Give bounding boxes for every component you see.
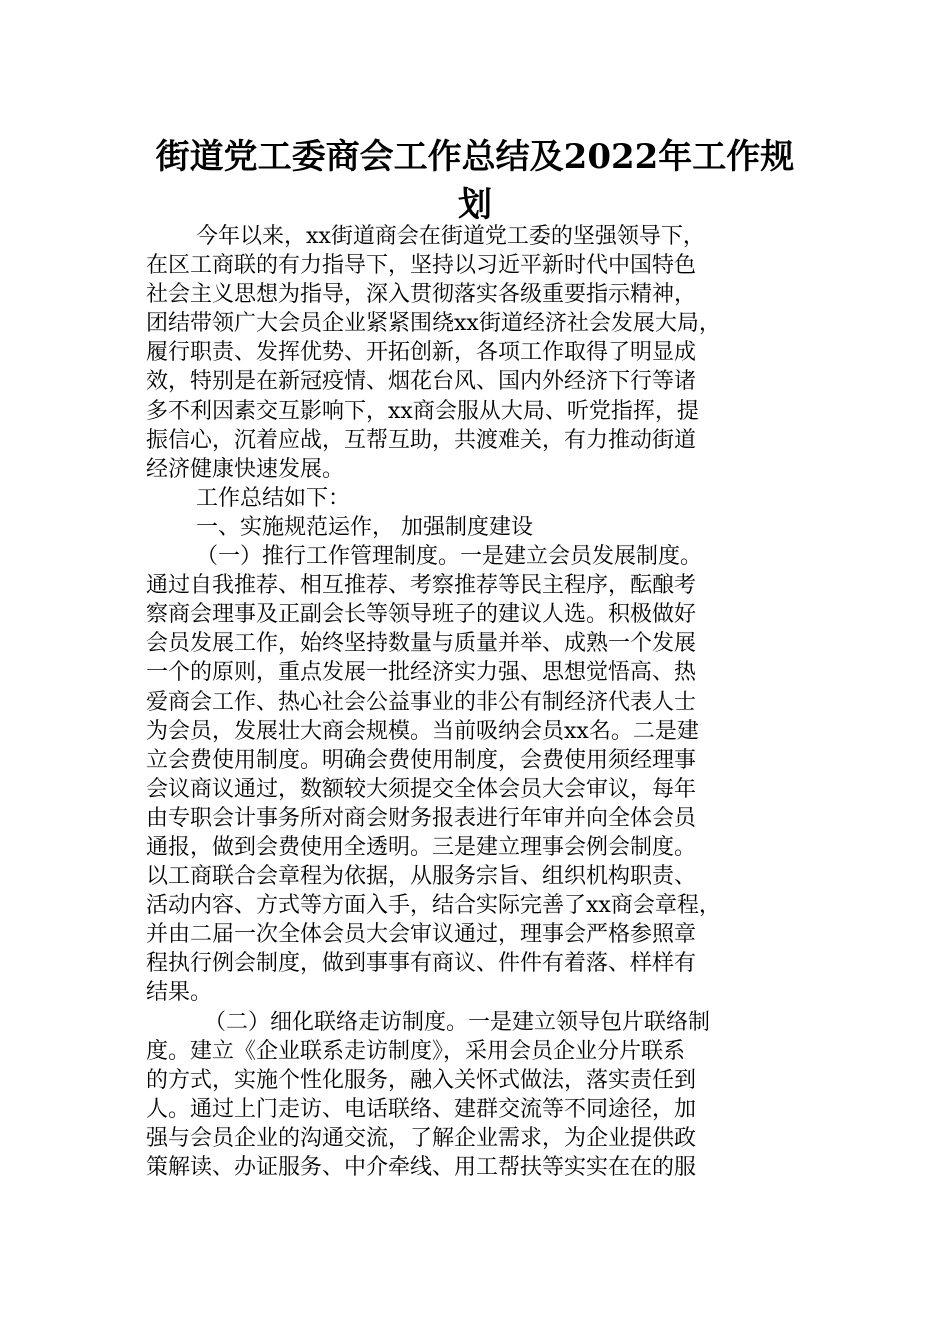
body-text-line: 策解读、办证服务、中介牵线、用工帮扶等实实在在的服 [146, 1155, 697, 1180]
body-text-line: 振信心，沉着应战，互帮互助，共渡难关，有力推动街道 [146, 427, 697, 453]
body-text-line: 为会员，发展壮大商会规模。当前吸纳会员xx名。二是建 [146, 718, 699, 744]
body-text-line: 今年以来，xx街道商会在街道党工委的坚强领导下， [196, 224, 705, 249]
body-text-line: 强与会员企业的沟通交流，了解企业需求，为企业提供政 [146, 1125, 697, 1151]
body-text-line: （二）细化联络走访制度。一是建立领导包片联络制 [204, 1009, 711, 1035]
body-text-line: 在区工商联的有力指导下，坚持以习近平新时代中国特色 [146, 253, 697, 279]
body-text-line: 度。建立《企业联系走访制度》，采用会员企业分片联系 [146, 1038, 686, 1064]
body-text-line: 以工商联合会章程为依据，从服务宗旨、组织机构职责、 [146, 864, 697, 890]
body-text-line: 结果。 [146, 980, 213, 1006]
body-text-line: 多不利因素交互影响下，xx商会服从大局、听党指挥，提 [146, 398, 699, 424]
body-text-line: 通过自我推荐、相互推荐、考察推荐等民主程序，酝酿考 [146, 573, 697, 599]
body-text-line: 效，特别是在新冠疫情、烟花台风、国内外经济下行等诸 [146, 369, 697, 395]
body-text-line: 程执行例会制度，做到事事有商议、件件有着落、样样有 [146, 951, 697, 977]
body-text-line: 的方式，实施个性化服务，融入关怀式做法，落实责任到 [146, 1067, 697, 1093]
title-line-1: 街道党工委商会工作总结及2022年工作规 [155, 137, 795, 177]
body-text-line: 履行职责、发挥优势、开拓创新，各项工作取得了明显成 [146, 340, 697, 366]
body-text-line: 察商会理事及正副会长等领导班子的建议人选。积极做好 [146, 602, 697, 628]
body-text-line: 团结带领广大会员企业紧紧围绕xx街道经济社会发展大局， [146, 311, 721, 337]
body-text-line: 爱商会工作、热心社会公益事业的非公有制经济代表人士 [146, 689, 697, 715]
body-text-line: 经济健康快速发展。 [146, 456, 345, 482]
body-text-line: 社会主义思想为指导，深入贯彻落实各级重要指示精神， [146, 282, 697, 308]
body-text-line: 通报，做到会费使用全透明。三是建立理事会例会制度。 [146, 834, 697, 860]
body-text-line: 并由二届一次全体会员大会审议通过，理事会严格参照章 [146, 922, 697, 948]
document-body [146, 222, 808, 1182]
body-text-line: 一个的原则，重点发展一批经济实力强、思想觉悟高、热 [146, 660, 697, 686]
body-text-line: 由专职会计事务所对商会财务报表进行年审并向全体会员 [146, 805, 697, 831]
title-line-2: 划 [458, 185, 492, 225]
body-text-line: 会员发展工作，始终坚持数量与质量并举、成熟一个发展 [146, 631, 697, 657]
body-text-line: 立会费使用制度。明确会费使用制度，会费使用须经理事 [146, 747, 697, 773]
body-text-line: 活动内容、方式等方面入手，结合实际完善了xx商会章程， [146, 893, 721, 919]
body-text-line: 会议商议通过，数额较大须提交全体会员大会审议，每年 [146, 776, 697, 802]
body-text-line: 一、实施规范运作， 加强制度建设 [196, 514, 533, 540]
document-title [100, 133, 850, 229]
body-text-line: 人。通过上门走访、电话联络、建群交流等不同途径，加 [146, 1096, 697, 1122]
body-text-line: 工作总结如下： [196, 485, 351, 511]
body-text-line: （一）推行工作管理制度。一是建立会员发展制度。 [196, 544, 703, 570]
